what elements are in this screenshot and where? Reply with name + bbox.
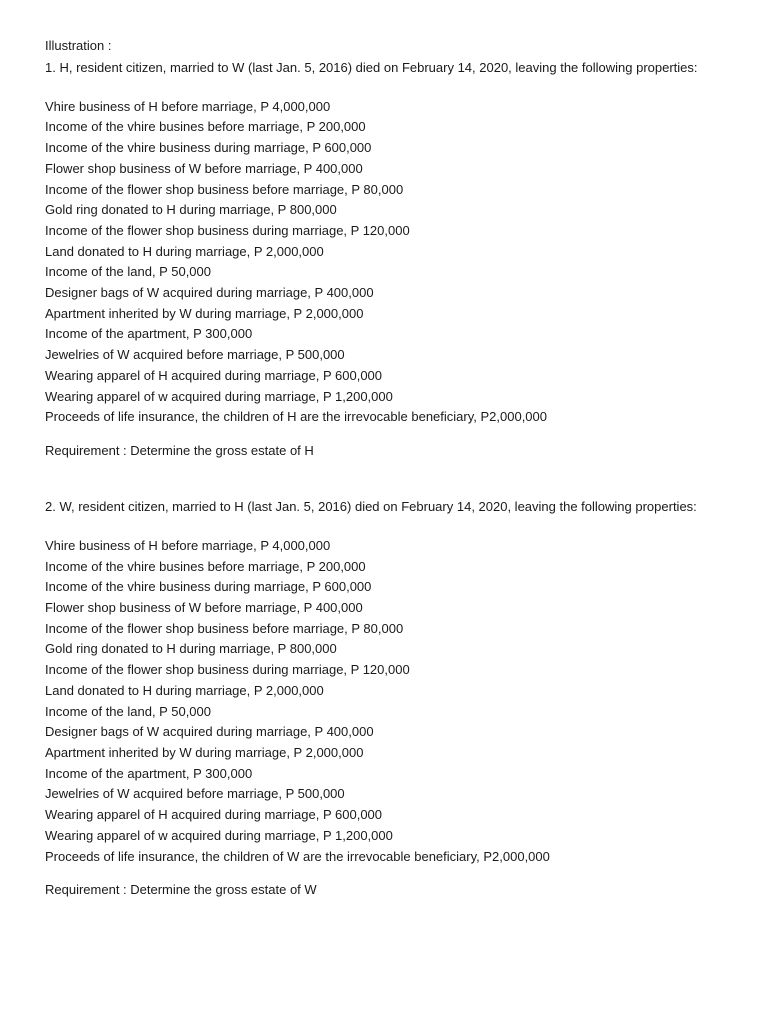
- list-item: Income of the flower shop business before marriage, P 80,000: [45, 620, 404, 636]
- list-item: Income of the vhire busines before marriage, P 200,000: [45, 558, 366, 574]
- list-item: Jewelries of W acquired before marriage, P 500,000: [45, 347, 345, 363]
- list-item: Income of the flower shop business during marriage, P 120,000: [45, 662, 410, 678]
- list-item: Wearing apparel of H acquired during marriage, P 600,000: [45, 367, 383, 383]
- list-item: Income of the flower shop business during marriage, P 120,000: [45, 222, 410, 238]
- list-item: Vhire business of H before marriage, P 4,000,000: [45, 98, 331, 114]
- list-item: Income of the land, P 50,000: [45, 703, 211, 719]
- spacer: [45, 78, 725, 97]
- list-item: Income of the vhire business during marriage, P 600,000: [45, 579, 372, 595]
- list-item: Income of the apartment, P 300,000: [45, 326, 253, 342]
- list-item: Flower shop business of W before marriage, P 400,000: [45, 160, 363, 176]
- problem-1-property-list: [45, 97, 725, 428]
- list-item: Income of the land, P 50,000: [45, 264, 211, 280]
- list-item: Apartment inherited by W during marriage, P 2,000,000: [45, 305, 364, 321]
- problem-2-requirement: Requirement : Determine the gross estate of W: [45, 882, 317, 898]
- document-page: [45, 36, 725, 900]
- list-item: Land donated to H during marriage, P 2,000,000: [45, 243, 324, 259]
- problem-2-property-list: [45, 536, 725, 867]
- problem-1-requirement: Requirement : Determine the gross estate of H: [45, 442, 314, 458]
- list-item: Flower shop business of W before marriage, P 400,000: [45, 600, 363, 616]
- list-item: Designer bags of W acquired during marriage, P 400,000: [45, 724, 374, 740]
- list-item: Designer bags of W acquired during marriage, P 400,000: [45, 285, 374, 301]
- list-item: Wearing apparel of w acquired during marriage, P 1,200,000: [45, 388, 393, 404]
- list-item: Gold ring donated to H during marriage, P 800,000: [45, 641, 337, 657]
- problem-2: [45, 496, 725, 900]
- list-item: Income of the vhire busines before marriage, P 200,000: [45, 119, 366, 135]
- spacer: [45, 517, 725, 536]
- list-item: Income of the flower shop business before marriage, P 80,000: [45, 181, 404, 197]
- list-item: Wearing apparel of H acquired during marriage, P 600,000: [45, 807, 383, 823]
- list-item: Vhire business of H before marriage, P 4,000,000: [45, 537, 331, 553]
- list-item: Proceeds of life insurance, the children of W are the irrevocable beneficiary, P2,000,000: [45, 848, 550, 864]
- list-item: Jewelries of W acquired before marriage, P 500,000: [45, 786, 345, 802]
- section-spacer: [45, 461, 725, 496]
- list-item: Land donated to H during marriage, P 2,000,000: [45, 682, 324, 698]
- list-item: Proceeds of life insurance, the children of H are the irrevocable beneficiary, P2,000,000: [45, 409, 547, 425]
- list-item: Income of the vhire business during marriage, P 600,000: [45, 140, 372, 156]
- list-item: Gold ring donated to H during marriage, P 800,000: [45, 202, 337, 218]
- list-item: Wearing apparel of w acquired during marriage, P 1,200,000: [45, 827, 393, 843]
- list-item: Apartment inherited by W during marriage, P 2,000,000: [45, 744, 364, 760]
- list-item: Income of the apartment, P 300,000: [45, 765, 253, 781]
- problem-2-intro: 2. W, resident citizen, married to H (last Jan. 5, 2016) died on February 14, 2020, leaving the following properties:: [45, 498, 697, 514]
- problem-1-intro: 1. H, resident citizen, married to W (last Jan. 5, 2016) died on February 14, 2020, leaving the following properties:: [45, 59, 698, 75]
- problem-1: [45, 57, 725, 461]
- illustration-heading: Illustration :: [45, 38, 112, 53]
